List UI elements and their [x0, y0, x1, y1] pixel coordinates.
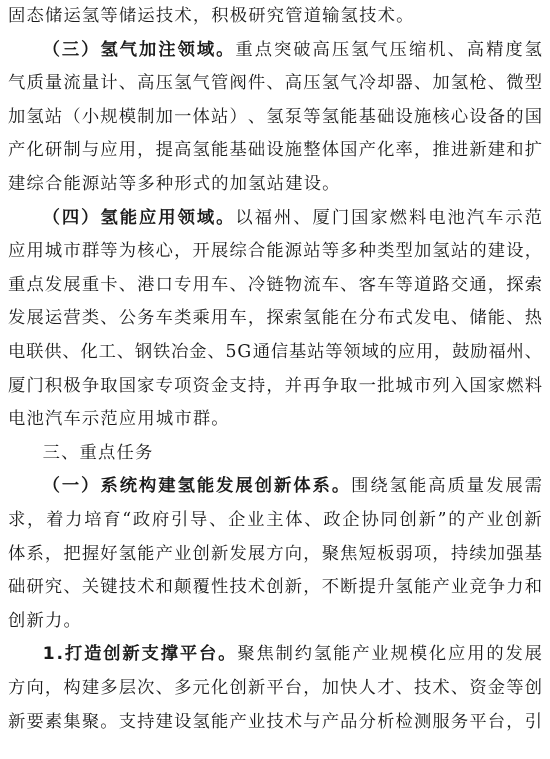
- text-line: 应 用 城 市 群 等 为 核 心 ， 开 展 综 合 能 源 站 等 多 种 类 型 加 氢 站 的 建 设 ，: [8, 241, 542, 262]
- text-line: [8, 0, 542, 34]
- text-line: 求 ， 着 力 培 育 “ 政 府 引 导 、 企 业 主 体 、 政 企 协 同 创 新 ” 的 产 业 创 新: [8, 510, 542, 530]
- text-line: 新 要 素 集 聚 。 支 持 建 设 氢 能 产 业 技 术 与 产 品 分 析 检 测 服 务 平 台 ， 引: [8, 711, 542, 732]
- text-line: 电 联 供 、 化 工 、 钢 铁 冶 金 、 5 G 通 信 基 站 等 领 域 的 应 用 ， 鼓 励 福 州 、: [8, 342, 542, 362]
- body-text: 固态储运氢等储运技术，积极研究管道输氢技术。: [8, 6, 415, 26]
- body-text: 建综合能源站等多种形式的加氢站建设。: [8, 174, 341, 194]
- text-line: [8, 166, 542, 202]
- text-line: 础 研 究 、 关 键 技 术 和 颠 覆 性 技 术 创 新 ， 不 断 提 升 氢 能 产 业 竞 争 力 和: [8, 577, 542, 598]
- body-text: 电池汽车示范应用城市群。: [8, 409, 230, 430]
- text-line: 重 点 发 展 重 卡 、 港 口 专 用 车 、 冷 链 物 流 车 、 客 车 等 道 路 交 通 ， 探 索: [8, 274, 542, 295]
- text-line: 气 质 量 流 量 计 、 高 压 氢 气 管 阀 件 、 高 压 氢 气 冷 却 器 、 加 氢 枪 、 微 型: [8, 73, 542, 94]
- text-line: （ 四 ） 氢 能 应 用 领 域 。 以 福 州 、 厦 门 国 家 燃 料 电 池 汽 车 示 范: [42, 207, 542, 228]
- text-line: 厦 门 积 极 争 取 国 家 专 项 资 金 支 持 ， 并 再 争 取 一 批 城 市 列 入 国 家 燃 料: [8, 375, 542, 396]
- text-line: 加 氢 站 （ 小 规 模 制 加 一 体 站 ） 、 氢 泵 等 氢 能 基 础 设 施 核 心 设 备 的 国: [8, 106, 542, 127]
- text-line: 产 化 研 制 与 应 用 ， 提 高 氢 能 基 础 设 施 整 体 国 产 化 率 ， 推 进 新 建 和 扩: [8, 140, 542, 161]
- text-line: 1 . 打 造 创 新 支 撑 平 台 。 聚 焦 制 约 氢 能 产 业 规 模 化 应 用 的 发 展: [42, 644, 542, 665]
- text-line: [8, 603, 542, 639]
- body-text: 三、重点任务: [42, 442, 154, 463]
- text-line: [43, 435, 542, 471]
- text-line: （ 一 ） 系 统 构 建 氢 能 发 展 创 新 体 系 。 围 绕 氢 能 高 质 量 发 展 需: [42, 476, 542, 497]
- text-line: （ 三 ） 氢 气 加 注 领 域 。 重 点 突 破 高 压 氢 气 压 缩 机 、 高 精 度 氢: [42, 39, 542, 60]
- text-line: 方 向 ， 构 建 多 层 次 、 多 元 化 创 新 平 台 ， 加 快 人 才 、 技 术 、 资 金 等 创: [8, 678, 542, 698]
- text-line: [8, 401, 542, 437]
- text-line: 体 系 ， 把 握 好 氢 能 产 业 创 新 发 展 方 向 ， 聚 焦 短 板 弱 项 ， 持 续 加 强 基: [8, 543, 542, 564]
- text-line: 发 展 运 营 类 、 公 务 车 类 乘 用 车 ， 探 索 氢 能 在 分 布 式 发 电 、 储 能 、 热: [8, 308, 542, 329]
- body-text: 创新力。: [8, 610, 82, 631]
